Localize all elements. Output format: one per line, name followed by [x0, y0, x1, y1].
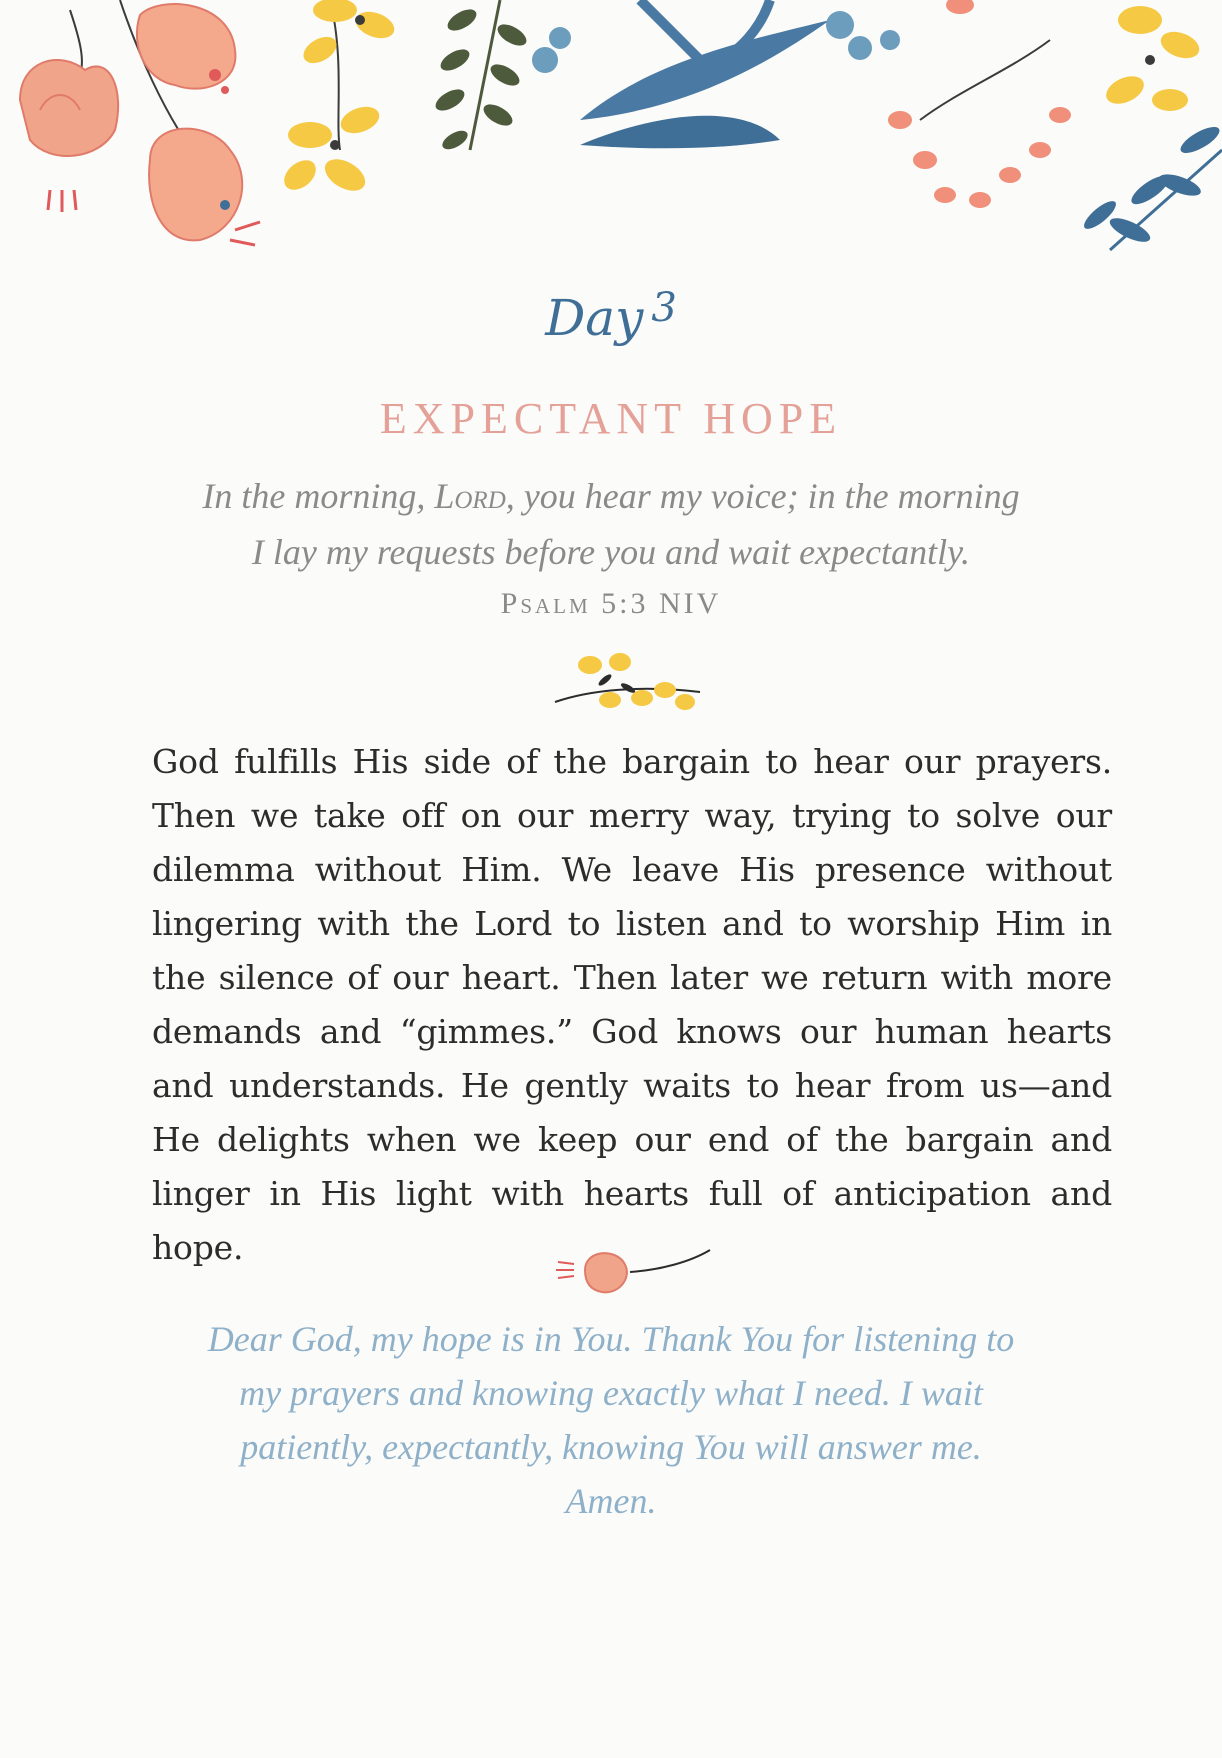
day-title [0, 285, 1222, 347]
blue-leaf-icon [1080, 122, 1222, 250]
verse-citation: Psalm 5:3 NIV [500, 587, 722, 620]
day-label: Day [545, 289, 644, 347]
scripture-verse [120, 468, 1102, 580]
section-title: EXPECTANT HOPE [379, 394, 843, 443]
verse-text-line2: I lay my requests before you and wait expectantly. [251, 532, 971, 572]
fern-leaf-icon [432, 0, 530, 153]
blue-leaf-icon [532, 0, 900, 148]
yellow-flower-icon [1102, 6, 1203, 111]
pink-bud-icon [888, 0, 1071, 208]
devotional-body: God fulfills His side of the bargain to hear our prayers. Then we take off on our merry way, trying to solve our dilemma without Him. We leave His presence without lingering with the Lord to listen and to worship Him in the silence of our heart. Then later we return with more demands and “gimmes.” God knows our human hearts and understands. He gently waits to hear from us—and He delights when we keep our end of the bargain and linger in His light with hearts full of anticipation and hope. [152, 742, 1112, 1267]
floral-header-illustration [0, 0, 1222, 290]
yellow-flower-sprig-icon [550, 650, 710, 720]
day-number: 3 [651, 285, 677, 331]
verse-lord: Lord [434, 476, 506, 516]
pink-flower-icon [149, 129, 260, 245]
verse-text-part2: , you hear my voice; in the morning [505, 476, 1020, 516]
closing-prayer: Dear God, my hope is in You. Thank You for listening to my prayers and knowing exactly what I need. I wait patiently, expectantly, knowing You will answer me. Amen. [207, 1319, 1015, 1521]
verse-text-part1: In the morning, [202, 476, 435, 516]
pink-flower-icon [550, 1240, 720, 1300]
pink-flower-icon [20, 60, 118, 212]
